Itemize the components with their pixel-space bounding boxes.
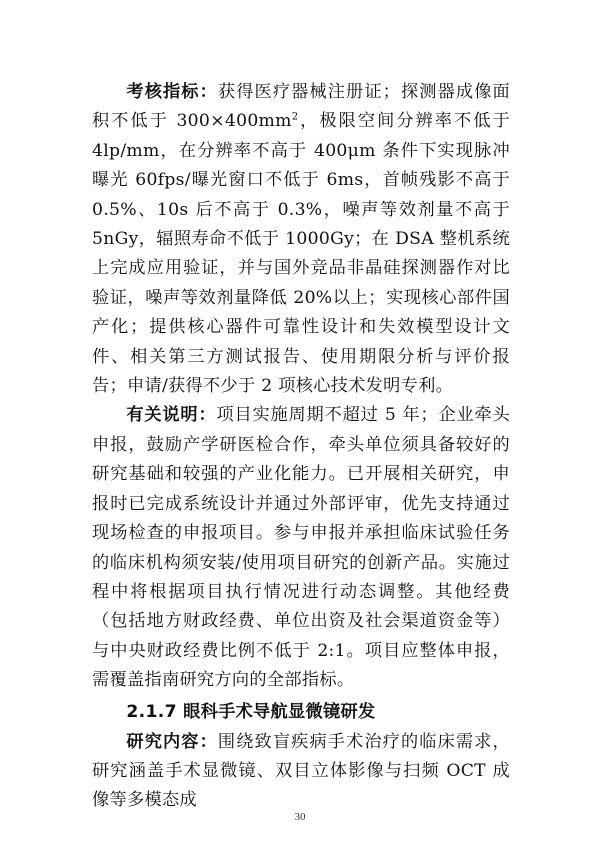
- assessment-indicators-label: 考核指标：: [126, 82, 218, 102]
- research-content-label: 研究内容：: [126, 731, 218, 752]
- assessment-indicators-text-b: ，极限空间分辨率不低于 4lp/mm，在分辨率不高于 400μm 条件下实现脉冲曝光 60fps/曝光窗口不低于 6ms，首帧残影不高于 0.5%、10s 后不高于 0.3%，噪声等效剂量不高于 5nGy，辐照寿命不低于 1000Gy；在 DSA 整机系统上完成应用验证，并与国外竞品非晶硅探测器作对比验证，噪声等效剂量降低 20%以上；实现核心部件国产化；提供核心器件可靠性设计和失效模型设计文件、相关第三方测试报告、使用期限分析与评价报告；申请/获得不少于 2 项核心技术发明专利。: [92, 111, 510, 397]
- assessment-indicators-paragraph: [92, 78, 510, 401]
- research-content-paragraph: [92, 728, 510, 816]
- related-notes-label: 有关说明：: [126, 405, 217, 426]
- section-heading: 2.1.7 眼科手术导航显微镜研发: [126, 701, 376, 722]
- document-body: [92, 78, 510, 816]
- related-notes-paragraph: [92, 401, 510, 695]
- page-number: 30: [294, 811, 306, 823]
- area-unit-superscript: 2: [291, 111, 299, 123]
- related-notes-text: 项目实施周期不超过 5 年；企业牵头申报，鼓励产学研医检合作，牵头单位须具备较好的研究基础和较强的产业化能力。已开展相关研究，申报时已完成系统设计并通过外部评审，优先支持通过现场检查的申报项目。参与申报并承担临床试验任务的临床机构须安装/使用项目研究的创新产品。实施过程中将根据项目执行情况进行动态调整。其他经费（包括地方财政经费、单位出资及社会渠道资金等）与中央财政经费比例不低于 2:1。项目应整体申报，需覆盖指南研究方向的全部指标。: [92, 405, 510, 691]
- research-content-text: 围绕致盲疾病手术治疗的临床需求，研究涵盖手术显微镜、双目立体影像与扫频 OCT 成像等多模态成: [92, 731, 510, 811]
- assessment-indicators-text-a: 获得医疗器械注册证；探测器成像面积不低于 300×400mm: [92, 82, 510, 132]
